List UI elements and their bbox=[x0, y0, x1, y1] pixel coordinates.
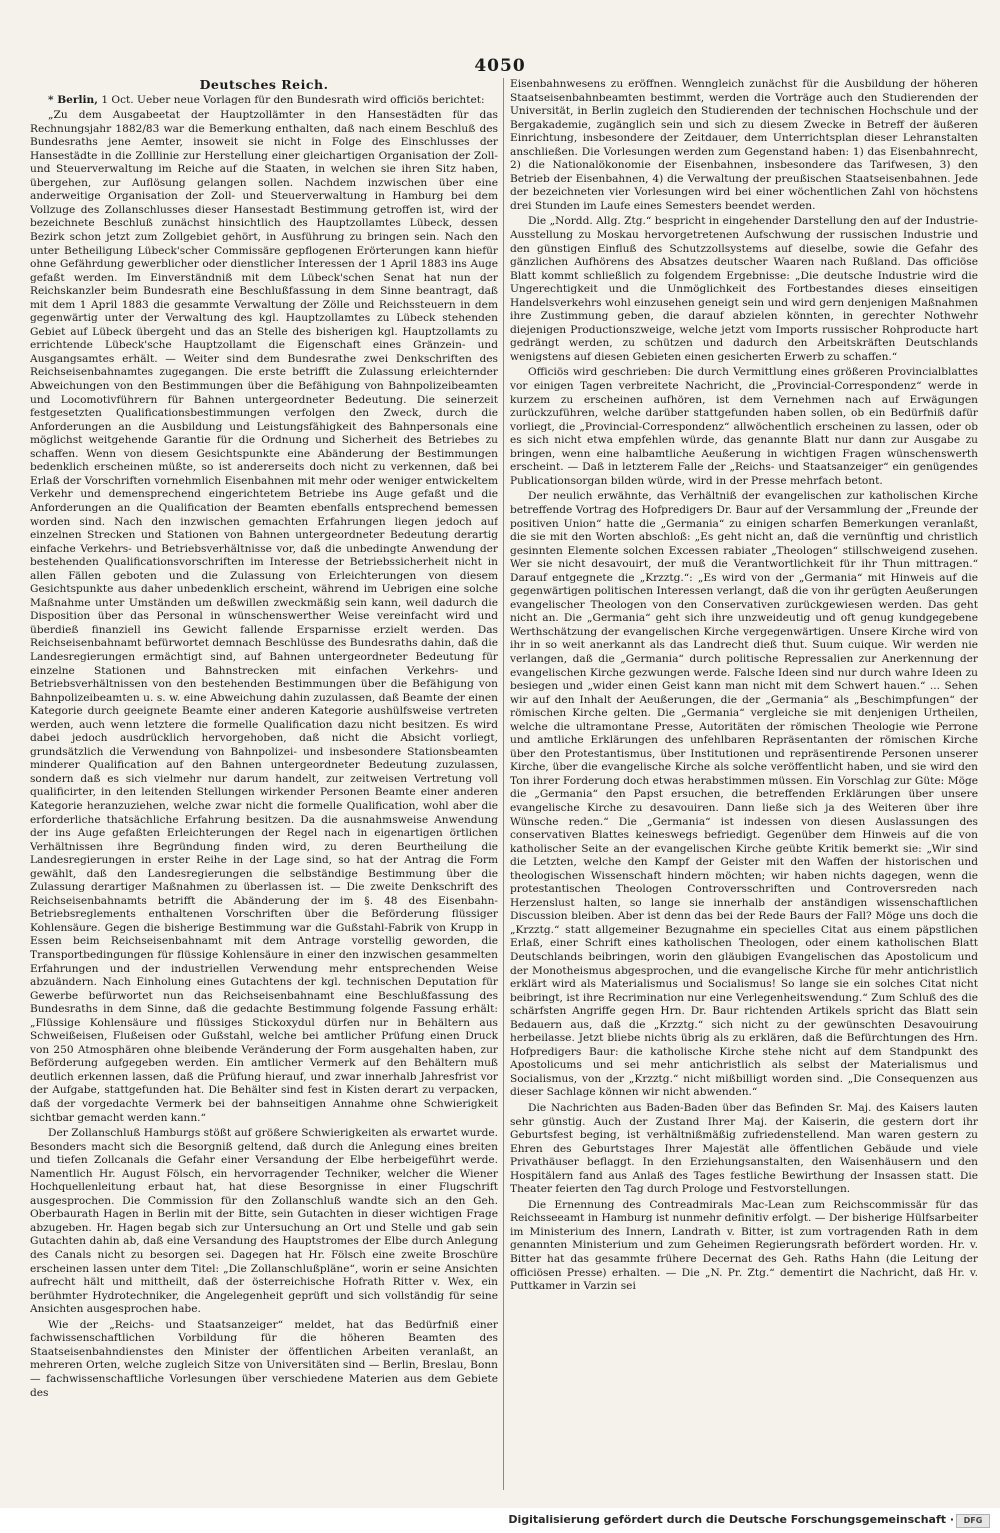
article-paragraph bbox=[30, 109, 498, 1125]
article-paragraph bbox=[30, 1319, 498, 1400]
paragraph-text: 1 Oct. Ueber neue Vorlagen für den Bundesrath wird officiös berichtet: bbox=[97, 93, 485, 106]
paragraph-text: Die Nachrichten aus Baden-Baden über das Befinden Sr. Maj. des Kaisers lauten sehr günstig. Auch der Zustand Ihrer Maj. der Kaiserin, die gestern dort ihr Geburtsfest beging, ist verhältnißmäßig zufriedenstellend. Man waren gestern zu Ehren des Geburtstages Ihrer Majestät alle öffentlichen Gebäude und viele Privathäuser beflaggt. In den Erziehungsanstalten, den Waisenhäusern und den Hospitälern fand aus Anlaß des Tages festliche Bewirthung der Insassen statt. Die Theater feierten den Tag durch Prologe und Festvorstellungen. bbox=[510, 1102, 978, 1196]
paragraph-text: Die Ernennung des Contreadmirals Mac-Lean zum Reichscommissär für das Reichsseeamt in Hamburg ist nunmehr definitiv erfolgt. — Der bisherige Hülfsarbeiter im Ministerium des Innern, Landrath v. Bitter, ist zum vortragenden Rath in dem genannten Ministerium und zum Geheimen Regierungsrath befördert worden. Hr. v. Bitter hat das gesammte frühere Decernat des Geh. Raths Hahn (die Leitung der officiösen Presse) erhalten. — Die „N. Pr. Ztg.“ dementirt die Nachricht, daß Hr. v. Puttkamer in Varzin sei bbox=[510, 1198, 978, 1293]
dateline: * Berlin, bbox=[48, 93, 98, 106]
article-paragraph bbox=[510, 78, 978, 213]
paragraph-text: Wie der „Reichs- und Staatsanzeiger“ meldet, hat das Bedürfniß einer fachwissenschaftlichen Vorbildung für die höheren Beamten des Staatseisenbahndienstes den Minister der öffentlichen Arbeiten veranlaßt, an mehreren Orten, welche zugleich Sitze von Universitäten sind — Berlin, Breslau, Bonn — fachwissenschaftliche Vorlesungen über verschiedene Materien aus dem Gebiete des bbox=[30, 1318, 498, 1399]
article-paragraph bbox=[30, 1127, 498, 1317]
paragraph-text: Eisenbahnwesens zu eröffnen. Wenngleich zunächst für die Ausbildung der höheren Staatseisenbahnbeamten bestimmt, werden die Vorträge auch den Studierenden der Universität, in Berlin zugleich den Studierenden der technischen Hochschule und der Bergakademie, zugänglich sein und sich zu diesem Zwecke in Betreff der äußeren Einrichtung, insbesondere der Zeitdauer, dem Unterrichtsplan dieser Lehranstalten anschließen. Die Vorlesungen werden zum Gegenstand haben: 1) das Eisenbahnrecht, 2) die Nationalökonomie der Eisenbahnen, insbesondere das Tarifwesen, 3) den Betrieb der Eisenbahnen, 4) die Verwaltung der preußischen Staatseisenbahnen. Jede der bezeichneten vier Vorlesungen wird bei einer wöchentlichen Zahl von höchstens drei Stunden im Laufe eines Semesters beendet werden. bbox=[510, 78, 978, 212]
left-column bbox=[30, 78, 498, 1490]
article-paragraph bbox=[510, 215, 978, 364]
article-paragraph bbox=[510, 1199, 978, 1294]
article-paragraph bbox=[510, 490, 978, 1100]
page-number: 4050 bbox=[474, 56, 526, 76]
footer-bar bbox=[0, 1508, 1000, 1533]
right-column bbox=[510, 78, 978, 1490]
dfg-logo-icon[interactable]: DFG bbox=[956, 1514, 990, 1528]
funding-notice[interactable]: Digitalisierung gefördert durch die Deutsche Forschungsgemeinschaft · bbox=[508, 1513, 954, 1526]
paragraph-text: Der neulich erwähnte, das Verhältniß der evangelischen zur katholischen Kirche betreffende Vortrag des Hofpredigers Dr. Baur auf der Versammlung der „Freunde der positiven Union“ hatte die „Germania“ zu einigen scharfen Bemerkungen veranlaßt, die sie mit den Worten abschloß: „Es geht nicht an, daß die vernünftig und christlich gesinnten Elemente solchen Excessen rabiater „Theologen“ stillschweigend zusehen. Wer sie nicht desavouirt, der muß die Verantwortlichkeit für ihr Thun mittragen.“ Darauf entgegnete die „Krzztg.“: „Es wird von der „Germania“ mit Hinweis auf die gegenwärtigen politischen Interessen verlangt, daß die von ihr gerügten Aeußerungen evangelischer Theologen von den Conservativen zurückgewiesen werden. Das geht nicht an. Die „Germania“ geht sich ihre unzweideutig und oft genug kundgegebene Werthschätzung der evangelischen Kirche vergegenwärtigen. Unsere Kirche wird von ihr in so weit anerkannt als das Landrecht dieß thut. Suum cuique. Wir werden nie verlangen, daß die „Germania“ durch politische Repressalien zur Anerkennung der evangelischen Kirche gezwungen werde. Falsche Ideen sind nur durch wahre Ideen zu besiegen und „wider einen Geist kann man nicht mit dem Schwert hauen.“ ... Sehen wir auf den Inhalt der Aeußerungen, die der „Germania“ als „Beschimpfungen“ der römischen Kirche gelten. Die „Germania“ vergleiche sie mit denjenigen Urtheilen, welche die ultramontane Presse, Autoritäten der römischen Theologie wie Perrone und amtliche Erklärungen des unfehlbaren Repräsentanten der römischen Kirche über den Protestantismus, über Institutionen und repräsentirende Personen unserer Kirche, über die evangelische Kirche als solche veröffentlicht haben, und sie wird den Ton ihrer Forderung doch etwas herabstimmen müssen. Ein Vorschlag zur Güte: Möge die „Germania“ den Papst ersuchen, die betreffenden Erklärungen über unsere evangelische Kirche zu desavouiren. Dann ließe sich ja des Weiteren über ihre Wünsche reden.“ Die „Germania“ ist indessen von diesen Auslassungen des conservativen Blattes keineswegs befriedigt. Gegenüber dem Hinweis auf die von katholischer Seite an der evangelischen Kirche geübte Kritik bemerkt sie: „Wir sind die Letzten, welche den Kampf der Geister mit den Waffen der historischen und theologischen Wissenschaft hindern möchten; wir haben nichts dagegen, wenn die protestantischen Theologen Controversschriften und Controversreden nach Herzenslust halten, so lange sie innerhalb der anständigen wissenschaftlichen Discussion bleiben. Aber ist denn das bei der Rede Baurs der Fall? Möge uns doch die „Krzztg.“ statt allgemeiner Bezugnahme ein specielles Citat aus einem päpstlichen Erlaß, einer Schrift eines katholischen Theologen, oder einem katholischen Blatt Deutschlands beibringen, worin den gläubigen Evangelischen das Apostolicum und der Monotheismus abgesprochen, und die evangelische Kirche für mehr antichristlich erklärt wird als Materialismus und Socialismus! So lange sie ein solches Citat nicht beibringt, ist ihre Recrimination nur eine Verlegenheitswendung.“ Zum Schluß des die schärfsten Angriffe gegen Hrn. Dr. Baur richtenden Artikels spricht das Blatt sein Bedauern aus, daß die „Krzztg.“ sich nicht zu der gewünschten Desavouirung herbeilasse. Jetzt bliebe nichts übrig als zu erklären, daß die Befürchtungen des Hrn. Hofpredigers Baur: die katholische Kirche stehe nicht auf dem Standpunkt des Apostolicums und sei mehr antichristlich als selbst der Materialismus und Socialismus, von der „Krzztg.“ nicht mißbilligt worden sind. „Die Consequenzen aus dieser Sachlage können wir nicht abwenden.“ bbox=[510, 490, 978, 1099]
text-columns bbox=[30, 78, 978, 1490]
paragraph-text: Die „Nordd. Allg. Ztg.“ bespricht in eingehender Darstellung den auf der Industrie-Ausstellung zu Moskau hervorgetretenen Aufschwung der russischen Industrie und den günstigen Einfluß des Schutzzollsystems auf dieselbe, sowie die Gefahr des gänzlichen Aufhörens des Absatzes deutscher Waaren nach Rußland. Das officiöse Blatt kommt schließlich zu folgendem Ergebnisse: „Die deutsche Industrie wird die Ungerechtigkeit und die Unmöglichkeit des Fortbestandes dieses einseitigen Handelsverkehrs wohl einzusehen geneigt sein und wird gern denjenigen Maßnahmen ihre Zustimmung geben, die darauf abzielen könnten, in gerechter Nothwehr diejenigen Productionszweige, welche jetzt vom Imports russischer Rohproducte hart gedrängt werden, zu schützen und dadurch den Arbeitskräften Deutschlands wenigstens auf diesen Gebieten einen gesicherten Erwerb zu schaffen.“ bbox=[510, 215, 978, 363]
article-paragraph bbox=[30, 94, 498, 108]
section-title: Deutsches Reich. bbox=[199, 78, 329, 92]
paragraph-text: Officiös wird geschrieben: Die durch Vermittlung eines größeren Provincialblattes vor einigen Tagen verbreitete Nachricht, die „Provincial-Correspondenz“ werde in kurzem zu erscheinen aufhören, ist dem Vernehmen nach auf Erwägungen zurückzuführen, welche darüber stattgefunden haben sollen, ob ein Bedürfniß dafür vorliegt, die „Provincial-Correspondenz“ allwöchentlich erscheinen zu lassen, oder ob es sich nicht etwa empfehlen würde, das genannte Blatt nur dann zur Ausgabe zu bringen, wenn eine halbamtliche Aeußerung in wichtigen Fragen wünschenswerth erscheint. — Daß in letzterem Falle der „Reichs- und Staatsanzeiger“ ein genügendes Publicationsorgan bilden würde, wird in der Presse mehrfach betont. bbox=[510, 366, 978, 487]
paragraph-text: „Zu dem Ausgabeetat der Hauptzollämter in den Hansestädten für das Rechnungsjahr 1882/83 war die Bemerkung enthalten, daß nach einem Beschluß des Bundesraths jene Aemter, insoweit sie nicht in Folge des Einschlusses der Hansestädte in die Zolllinie zur Herstellung einer gleichartigen Organisation der Zoll- und Steuerverwaltung im Reiche auf die Staaten, in welchen sie ihren Sitz haben, übergehen, zur Auflösung gelangen sollen. Nachdem inzwischen über eine anderweitige Organisation der Zoll- und Steuerverwaltung in Hamburg bei dem Vollzuge des Zollanschlusses dieser Hansestadt Bestimmung getroffen ist, wird der bezeichnete Beschluß zunächst hinsichtlich des Hauptzollamtes Lübeck, dessen Bezirk schon jetzt zum Zollgebiet gehört, in Ausführung zu bringen sein. Nach den unter Betheiligung Lübeck'scher Commissäre gepflogenen Erörterungen kann hiefür ohne Gefährdung gewerblicher oder dienstlicher Interessen der 1 April 1883 ins Auge gefaßt werden. Im Einverständniß mit dem Lübeck'schen Senat hat nun der Reichskanzler beim Bundesrath eine Beschlußfassung in dem Sinne beantragt, daß mit dem 1 April 1883 die gesammte Verwaltung der Zölle und Reichssteuern in dem gegenwärtig unter der Verwaltung des kgl. Hauptzollamtes zu Lübeck stehenden Gebiet auf Lübeck übergeht und das an Stelle des bisherigen kgl. Hauptzollamts zu errichtende Lübeck'sche Hauptzollamt die Eigenschaft eines Gränzein- und Ausgangsamtes erhält. — Weiter sind dem Bundesrathe zwei Denkschriften des Reichseisenbahnamtes zugegangen. Die erste betrifft die Zulassung erleichternder Abweichungen von den Bestimmungen über die Befähigung von Bahnpolizeibeamten und Locomotivführern für Bahnen untergeordneter Bedeutung. Die seinerzeit festgesetzten Qualificationsbestimmungen verfolgen den Zweck, durch die Anforderungen an die Ausbildung und Leistungsfähigkeit des Bahnpersonals eine möglichst weitgehende Garantie für die Ordnung und Sicherheit des Betriebes zu schaffen. Wenn von diesem Gesichtspunkte eine Abänderung der Bestimmungen bedenklich erscheinen müßte, so ist andererseits doch nicht zu verkennen, daß bei Erlaß der Vorschriften vornehmlich Eisenbahnen mit mehr oder weniger entwickeltem Verkehr und demensprechend eingerichtetem Betriebe ins Auge gefaßt und die Anforderungen an die Qualification der Beamten ebenfalls entsprechend bemessen worden sind. Nach den inzwischen gemachten Erfahrungen liegen jedoch auf einzelnen Strecken und Stationen von Bahnen untergeordneter Bedeutung derartig einfache Verkehrs- und Betriebsverhältnisse vor, daß die unbedingte Anwendung der bestehenden Qualificationsvorschriften im Interesse der Betriebssicherheit nicht in allen Fällen geboten und die Zulassung von Erleichterungen von diesem Gesichtspunkte aus daher unbedenklich erscheint, während im Uebrigen eine solche Maßnahme unter Umständen um deßwillen zweckmäßig sein kann, weil dadurch die Disposition über das Personal in wünschenswerther Weise vereinfacht wird und überdieß finanziell ins Gewicht fallende Ersparnisse erzielt werden. Das Reichseisenbahnamt befürwortet demnach Beschlüsse des Bundesraths dahin, daß die Landesregierungen ermächtigt sind, auf Bahnen untergeordneter Bedeutung für einzelne Stationen und Bahnstrecken mit einfachen Verkehrs- und Betriebsverhältnissen von den bestehenden Bestimmungen über die Befähigung von Bahnpolizeibeamten u. s. w. eine Abweichung dahin zuzulassen, daß Beamte der einen Kategorie durch geeignete Beamte einer anderen Kategorie aushülfsweise vertreten werden, auch wenn letztere die formelle Qualification dazu nicht besitzen. Es wird dabei jedoch ausdrücklich hervorgehoben, daß nicht die Absicht vorliegt, grundsätzlich die Verwendung von Bahnpolizei- und insbesondere Stationsbeamten minderer Qualification auf den Bahnen untergeordneter Bedeutung zuzulassen, sondern daß es sich vielmehr nur darum handelt, zur zeitweisen Vertretung voll qualificirter, in den leitenden Stellungen wirkender Personen Beamte einer anderen Kategorie heranzuziehen, welche zwar nicht die formelle Qualification, wohl aber die erforderliche thatsächliche Erfahrung besitzen. Da die ausnahmsweise Anwendung der ins Auge gefaßten Erleichterungen der Regel nach in eigenartigen örtlichen Verhältnissen ihre Begründung finden wird, zu deren Beurtheilung die Landesregierungen in erster Reihe in der Lage sind, so hat der Antrag die Form gewählt, daß den Landesregierungen die selbständige Bestimmung über die Zulassung derartiger Maßnahmen zu überlassen ist. — Die zweite Denkschrift des Reichseisenbahnamts betrifft die Abänderung der im §. 48 des Eisenbahn-Betriebsreglements enthaltenen Vorschriften über die Beförderung flüssiger Kohlensäure. Gegen die bisherige Bestimmung war die Gußstahl-Fabrik von Krupp in Essen beim Reichseisenbahnamt mit dem Antrage vorstellig geworden, die Transportbedingungen für flüssige Kohlensäure in einer den inzwischen gesammelten Erfahrungen und der industriellen Verwendung mehr entsprechenden Weise abzuändern. Nach Einholung eines Gutachtens der kgl. technischen Deputation für Gewerbe befürwortet nun das Reichseisenbahnamt eine Beschlußfassung des Bundesraths in dem Sinne, daß die gedachte Bestimmung folgende Fassung erhält: „Flüssige Kohlensäure und flüssiges Stickoxydul dürfen nur in Behältern aus Schweißeisen, Flußeisen oder Gußstahl, welche bei amtlicher Prüfung einen Druck von 250 Atmosphären ohne bleibende Veränderung der Form ausgehalten haben, zur Beförderung aufgegeben werden. Ein amtlicher Vermerk auf den Behältern muß deutlich erkennen lassen, daß die Prüfung hierauf, und zwar innerhalb Jahresfrist vor der Aufgabe, stattgefunden hat. Die Behälter sind fest in Kisten derart zu verpacken, daß der vorgedachte Vermerk bei der bahnseitigen Annahme ohne Schwierigkeit sichtbar gemacht werden kann.“ bbox=[30, 109, 498, 1124]
article-paragraph bbox=[510, 1102, 978, 1197]
article-paragraph bbox=[510, 366, 978, 488]
paragraph-text: Der Zollanschluß Hamburgs stößt auf größere Schwierigkeiten als erwartet wurde. Besonders macht sich die Besorgniß geltend, daß durch die Anlegung eines breiten und tiefen Zollcanals die Gefahr einer Versandung der Elbe herbeigeführt werde. Namentlich Hr. August Fölsch, ein hervorragender Techniker, welcher die Wiener Hochquellenleitung erbaut hat, hat diese Besorgnisse in einer Flugschrift ausgesprochen. Die Commission für den Zollanschluß wandte sich an den Geh. Oberbaurath Hagen in Berlin mit der Bitte, sein Gutachten in dieser wichtigen Frage abzugeben. Hr. Hagen begab sich zur Untersuchung an Ort und Stelle und gab sein Gutachten dahin ab, daß eine Versandung des Hauptstromes der Elbe durch Anlegung des Canals nicht zu besorgen sei. Dagegen hat Hr. Fölsch eine zweite Broschüre erscheinen lassen unter dem Titel: „Die Zollanschlußpläne“, worin er seine Ansichten aufrecht hält und mittheilt, daß der österreichische Hofrath Ritter v. Wex, ein berühmter Hydrotechniker, die Angelegenheit geprüft und sich vollständig für seine Ansichten ausgesprochen habe. bbox=[30, 1127, 498, 1316]
